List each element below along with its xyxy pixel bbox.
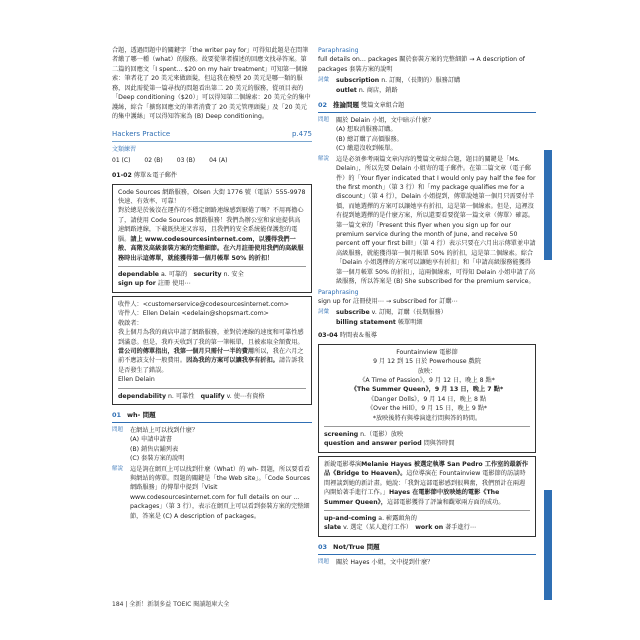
intro-paragraph: 合題，透過問題中的關鍵字「the writer pay for」可得知此題是在問筆者繳了哪一種（what）的服務。故要從筆者描述的回應文找尋答案。第二篇的回應文「I spent... $20 on my hair treatment」可知第一個線索：筆者花了 20 美元來做頭髮，但這我在模型 20 美元是哪一類的服務，因此需從第一篇尋找的問題看出第二 20 美元的服務，從項目表的「Deep conditioning（$20）」可以得知第二個線索：20 美元全的集中護絲，綜合「擴寫回應文的筆者消費了 20 美元管理頭髮」及「20 美元的集中護絲」可以得知答案為 (B) Deep conditioning。 bbox=[112, 47, 311, 120]
email-body-text: 所以，我在六月之前不應該支付一般費用。 bbox=[118, 347, 304, 365]
schedule-box bbox=[318, 344, 536, 453]
paraphrasing-label: Paraphrasing bbox=[318, 288, 359, 296]
email-highlight: 當公司的傳單指出，我第一個月只需付一半的費用 bbox=[118, 347, 255, 355]
vocab-term: sign up for bbox=[118, 280, 156, 288]
article-text: 新銳電影導演 bbox=[324, 460, 362, 468]
vocab-def: 帳單明細 bbox=[397, 318, 423, 326]
section-header bbox=[318, 543, 536, 555]
flyer-vocab bbox=[118, 270, 306, 289]
email-body-text: 請告訴我是否發生了錯誤。 bbox=[118, 357, 304, 374]
divider bbox=[118, 266, 306, 267]
section-number: 01 bbox=[112, 411, 122, 420]
email-body-text: 我上個月為我的商店申請了網路服務，並對於連線的速度和可靠性感到滿意。但是，我昨天收到了我的第一筆帳單，且被索取全額費用。 bbox=[118, 329, 304, 346]
practice-answer: 01 (C) bbox=[112, 157, 131, 165]
explanation-label-icon: 解說 bbox=[112, 465, 124, 472]
article-text: 這位導演在 Fountainview 電影節的訪談時間裡談到她的新計畫。她說：「我對這部電影感到很興奮，我們預計在兩週內開始著手進行工作。」 bbox=[324, 470, 526, 497]
section-number: 03 bbox=[318, 542, 328, 551]
explanation-row bbox=[318, 155, 536, 287]
article-text: 這部電影獲得了評論和觀眾兩方面的成功。 bbox=[386, 498, 505, 506]
schedule-item: 《Danger Dolls》，9 月 14 日，晚上 8 點 bbox=[367, 395, 487, 403]
hackers-practice-title: Hackers Practice bbox=[112, 130, 171, 139]
vocab-def: v. 使⋯有資格 bbox=[226, 392, 265, 400]
vocab-term: subscribe bbox=[336, 309, 370, 317]
vocab-row bbox=[318, 308, 536, 327]
right-column bbox=[318, 46, 536, 568]
flyer-tagline: 快速、有效率、可靠！ bbox=[118, 198, 180, 206]
practice-answers bbox=[112, 156, 312, 165]
schedule-vocab bbox=[324, 430, 530, 449]
article-body bbox=[324, 460, 530, 507]
email-to: 收件人：<customerservice@codesourcesinternet.com> bbox=[118, 300, 289, 308]
question-set-subtitle: 傳單＆電子郵件 bbox=[133, 172, 178, 180]
vocab-def: n.（電影）放映 bbox=[360, 431, 404, 439]
explanation-text: 這是必須參考兩篇文章內容的雙篇文章綜合題，題目的關鍵是「Ms. Delain」，所以先要 Delain 小姐寄的電子郵件。在第二篇文章（電子郵件）的「Your flyer indicated that I would only pay half the fee for the first month」（第 3 行）和「my package qualifies me for a discount」（第 4 行），Delain 小姐提到，傳單說她第一個月只需要付半價，而她選擇的方案可以讓她享有折扣，這是第一個線索。但是，這裡沒有提到她選擇的是什麼方案，所以還要看要從第一篇文章（傳單）確認。第一篇文章的「Present this flyer when you sign up for our premium service during the month of June, and receive 50 percent off your first bill!」（第 4 行）表示只要在六月出示傳單並申請高級服務，就能獲得第一個月帳單 50% 的折扣，這是第二個線索。綜合「Delain 小姐選擇的方案可以讓她享有折扣」和「申請高級服務能獲得第一個月帳單 50% 的折扣」，這兩個線索，可得知 Delain 小姐申請了高級服務，所以答案是 (B) She subscribed for the premium service。 bbox=[336, 155, 536, 286]
vocab-term: billing statement bbox=[336, 318, 396, 326]
vocab-term: outlet bbox=[336, 86, 357, 94]
schedule-list-label: 放映： bbox=[417, 367, 437, 375]
explanation-row bbox=[112, 465, 312, 522]
question-set-subtitle: 時間表＆報導 bbox=[339, 332, 377, 340]
flyer-box bbox=[112, 184, 312, 293]
divider bbox=[324, 510, 530, 511]
section-subtitle: 雙篇文章組合題 bbox=[361, 102, 405, 110]
vocab-term: dependability bbox=[118, 392, 167, 400]
section-title: 推論問題 bbox=[333, 101, 360, 110]
vocab-term: up-and-coming bbox=[324, 515, 377, 523]
email-from: 寄件人：Ellen Delain <edelain@shopsmart.com> bbox=[118, 310, 269, 318]
question-set-number: 03-04 bbox=[318, 332, 338, 340]
flyer-body-text: 對於總是於後沒在運作的不穩定網路連線感到厭倦了嗎？不用再擔心了，請使用 Code Sources 網路服務！我們為辦公室和家庭提供高速網路連線，下載既快速又容易，且我們的安全系統能保護您的電腦。 bbox=[118, 207, 304, 243]
email-box bbox=[112, 296, 312, 405]
question-set-number: 01-02 bbox=[112, 172, 132, 180]
vocab-term: dependable bbox=[118, 271, 160, 279]
flyer-body-highlight: 請上 www.codesourcesinternet.com，以獲得我們一般、高階及高級套裝方案的完整細節。 bbox=[118, 235, 296, 253]
option-a: (A) 想取消服務訂購。 bbox=[336, 126, 397, 134]
question-label-icon: 問題 bbox=[318, 116, 330, 123]
schedule-title: Fountainview 電影節 bbox=[396, 348, 458, 356]
vocab-term: work on bbox=[415, 524, 444, 532]
vocab-term: qualify bbox=[200, 392, 225, 400]
article-highlight: Hayes 在電影節中放映她的電影《The Summer Queen》， bbox=[324, 489, 500, 506]
section-header bbox=[112, 411, 312, 423]
vocab-term: subscription bbox=[336, 77, 380, 85]
email-body bbox=[118, 328, 306, 375]
flyer-header: Code Sources 網路服務，Olsen 大街 1776 號（電話）555-9978 bbox=[118, 188, 306, 196]
option-c: (C) 套裝方案的說明 bbox=[130, 455, 185, 463]
vocab-def: v. 選定（某人進行工作） bbox=[343, 524, 409, 532]
left-column bbox=[112, 46, 312, 522]
section-title: Not/True 問題 bbox=[333, 542, 380, 551]
article-vocab bbox=[324, 514, 530, 533]
email-vocab bbox=[118, 392, 306, 401]
vocab-label-icon: 詞彙 bbox=[318, 77, 330, 84]
schedule-item: 《Over the Hill》，9 月 15 日，晚上 9 點* bbox=[366, 405, 488, 413]
practice-answer: 02 (B) bbox=[144, 157, 163, 165]
hackers-practice-page: p.475 bbox=[291, 130, 312, 139]
article-box bbox=[318, 456, 536, 537]
flyer-offer: 在六月註冊使用我們的高級服務時出示這傳單，就能獲得第一個月帳單 50% 的折扣！ bbox=[118, 245, 304, 262]
option-b: (B) 銷售店鋪列表 bbox=[130, 445, 179, 453]
vocab-row bbox=[318, 76, 536, 95]
practice-title: 文類練習 bbox=[112, 146, 137, 153]
section-number: 02 bbox=[318, 101, 328, 110]
paraphrasing-text: sign up for 註冊使用⋯ → subscribed for 訂購⋯ bbox=[318, 298, 458, 305]
vocab-term: question and answer period bbox=[324, 440, 422, 448]
hackers-practice-header bbox=[112, 129, 312, 142]
question-row bbox=[112, 426, 312, 464]
article-highlight: Melanie Hayes 被選定執導 San Pedro 工作室的最新作品《Bridge to Heaven》。 bbox=[324, 460, 529, 478]
page-edge-tab bbox=[544, 150, 552, 260]
vocab-def: 著手進行⋯ bbox=[445, 524, 477, 532]
option-c: (C) 繳還沒收到帳單。 bbox=[336, 145, 397, 153]
explanation-text: 這是詢在網頁上可以找到什麼（What）的 wh- 問題，所以要看看與網站的傳單。問題的關鍵是「the Web site」。「Code Sources 網路服務」的傳單中提到「Visit www.codesourcesinternet.com for full details on our ... packages」（第 3 行），表示在網頁上可以看到套裝方案的完整細節，答案是 (C) A description of packages。 bbox=[130, 465, 311, 520]
vocab-def: 註冊 使用⋯ bbox=[157, 280, 191, 288]
option-b: (B) 總訂購了高價服務。 bbox=[336, 135, 403, 143]
schedule-date: 9 月 12 到 15 日於 Powerhouse 戲院 bbox=[373, 358, 481, 366]
divider bbox=[324, 426, 530, 427]
section-title: wh- 問題 bbox=[127, 411, 156, 420]
paraphrasing-label: Paraphrasing bbox=[318, 47, 359, 54]
practice-answer: 03 (B) bbox=[176, 157, 196, 165]
question-set-header bbox=[112, 171, 312, 180]
question-set-header bbox=[318, 331, 536, 340]
question-label-icon: 問題 bbox=[112, 426, 124, 433]
paraphrasing-text: full details on… packages 關於套裝方案的完整細節 → A description of packages 套裝方案的說明 bbox=[318, 56, 525, 73]
question-text: 關於 Hayes 小姐，文中提到什麼？ bbox=[336, 558, 434, 566]
schedule-item: 《The Summer Queen》，9 月 13 日，晚上 7 點* bbox=[350, 386, 504, 394]
schedule-item: 《A Time of Passion》，9 月 12 日，晚上 8 點* bbox=[359, 376, 495, 384]
section-header bbox=[318, 101, 536, 113]
flyer-body bbox=[118, 206, 306, 263]
email-signature: Ellen Delain bbox=[118, 376, 155, 384]
email-highlight: 因為我的方案可以讓我享有折扣。 bbox=[186, 357, 279, 365]
question-label-icon: 問題 bbox=[318, 558, 330, 565]
vocab-def: a. 可靠的 bbox=[160, 271, 188, 279]
schedule-note: *放映後將有與導演進行問與答的時間。 bbox=[372, 414, 482, 422]
vocab-def: n. 商店，銷路 bbox=[358, 86, 398, 94]
divider bbox=[118, 388, 306, 389]
vocab-def: a. 嶄露頭角的 bbox=[378, 515, 417, 523]
question-row bbox=[318, 558, 536, 567]
vocab-term: screening bbox=[324, 431, 359, 439]
question-text: 在網站上可以找到什麼？ bbox=[130, 426, 199, 434]
question-row bbox=[318, 116, 536, 154]
explanation-label-icon: 解說 bbox=[318, 155, 330, 162]
vocab-def: 問與答時間 bbox=[423, 440, 455, 448]
vocab-def: v. 訂閱，訂購（長期服務） bbox=[371, 309, 447, 317]
question-text: 關於 Delain 小姐，文中暗示什麼？ bbox=[336, 116, 434, 124]
vocab-label-icon: 詞彙 bbox=[318, 309, 330, 316]
option-a: (A) 申請申請書 bbox=[130, 436, 172, 444]
page-footer: 184 | 全新！新制多益 TOEIC 閱讀題庫大全 bbox=[112, 601, 230, 608]
vocab-def: n. 安全 bbox=[223, 271, 244, 279]
page-edge-tab bbox=[544, 490, 552, 600]
vocab-def: n. 訂閱，（長期的）服務訂購 bbox=[381, 77, 461, 85]
vocab-term: slate bbox=[324, 524, 342, 532]
vocab-term: security bbox=[193, 271, 222, 279]
email-greeting: 敬啟者： bbox=[118, 319, 143, 327]
vocab-def: n. 可靠性 bbox=[168, 392, 195, 400]
practice-answer: 04 (A) bbox=[209, 157, 228, 165]
